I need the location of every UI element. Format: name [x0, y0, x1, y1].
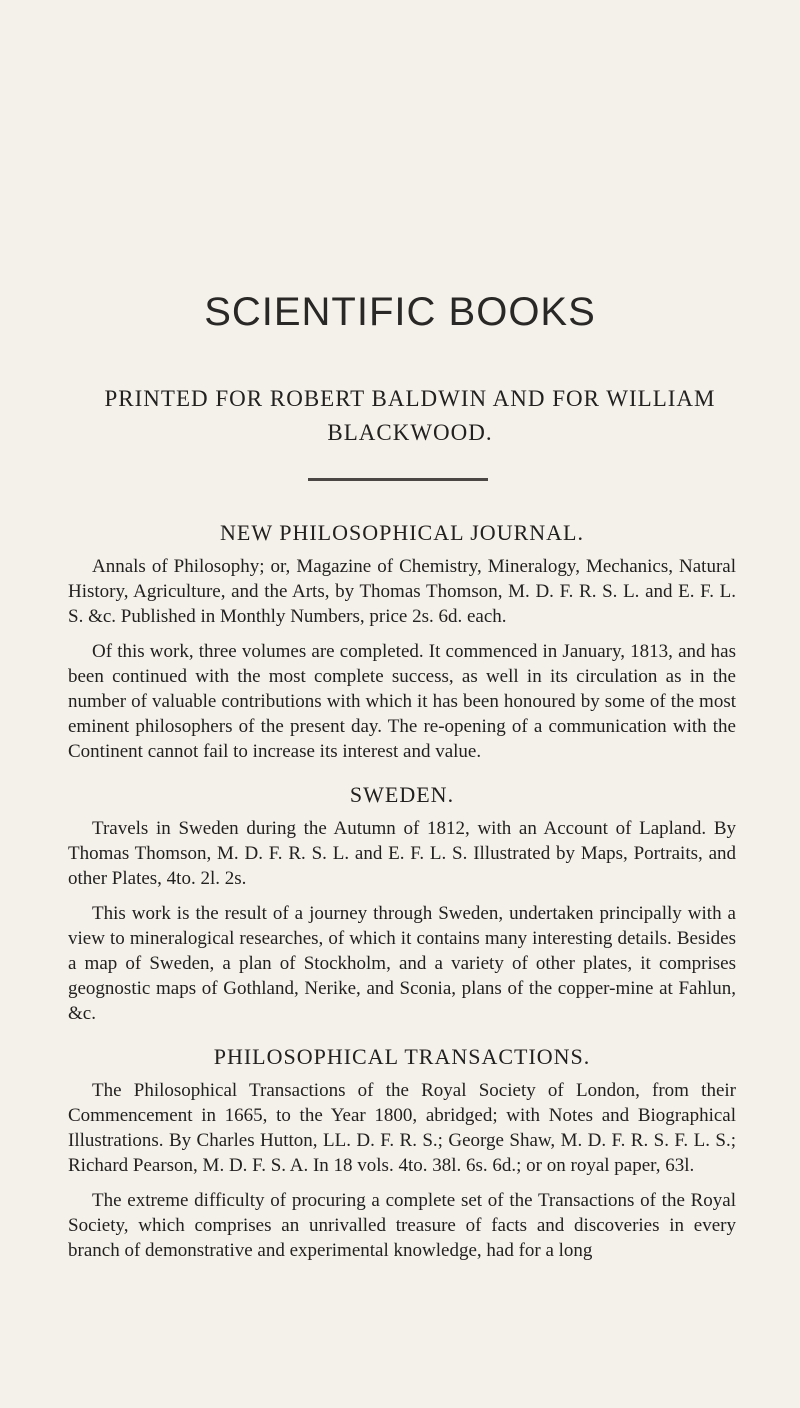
section-heading: SWEDEN.	[349, 782, 455, 807]
page-title: SCIENTIFIC BOOKS	[204, 290, 596, 334]
section-body: Of this work, three volumes are completed. It commenced in January, 1813, and has been continued with the most complete success, as well in its circulation as in the number of valuable contributions with which it has been honoured by some of the most eminent philosophers of the present day. The re-opening of a communication with the Continent cannot fail to increase its interest and value.	[68, 641, 736, 762]
section-description: Travels in Sweden during the Autumn of 1812, with an Account of Lapland. By Thomas Thomson, M. D. F. R. S. L. and E. F. L. S. Illustrated by Maps, Portraits, and other Plates, 4to. 2l. 2s.	[68, 818, 736, 889]
section-heading: NEW PHILOSOPHICAL JOURNAL.	[220, 520, 584, 545]
section-journal	[68, 520, 736, 764]
divider-rule	[308, 478, 488, 481]
content	[68, 520, 736, 1281]
section-transactions	[68, 1044, 736, 1263]
section-body: This work is the result of a journey through Sweden, undertaken principally with a view to mineralogical researches, of which it contains many interesting details. Besides a map of Sweden, a plan of Stockholm, and a variety of other plates, it comprises geognostic maps of Gothland, Nerike, and Sconia, plans of the copper-mine at Fahlun, &c.	[68, 903, 736, 1024]
publisher-line: PRINTED FOR ROBERT BALDWIN AND FOR WILLIAM BLACKWOOD.	[104, 386, 716, 445]
section-description: Annals of Philosophy; or, Magazine of Chemistry, Mineralogy, Mechanics, Natural History, Agriculture, and the Arts, by Thomas Thomson, M. D. F. R. S. L. and E. F. L. S. &c. Published in Monthly Numbers, price 2s. 6d. each.	[68, 556, 736, 627]
section-heading: PHILOSOPHICAL TRANSACTIONS.	[213, 1044, 591, 1069]
section-description: The Philosophical Transactions of the Royal Society of London, from their Commencement in 1665, to the Year 1800, abridged; with Notes and Biographical Illustrations. By Charles Hutton, LL. D. F. R. S.; George Shaw, M. D. F. R. S. F. L. S.; Richard Pearson, M. D. F. S. A. In 18 vols. 4to. 38l. 6s. 6d.; or on royal paper, 63l.	[68, 1080, 736, 1176]
section-body: The extreme difficulty of procuring a complete set of the Transactions of the Royal Society, which comprises an unrivalled treasure of facts and discoveries in every branch of demonstrative and experimental knowledge, had for a long	[68, 1190, 736, 1261]
section-sweden	[68, 782, 736, 1026]
